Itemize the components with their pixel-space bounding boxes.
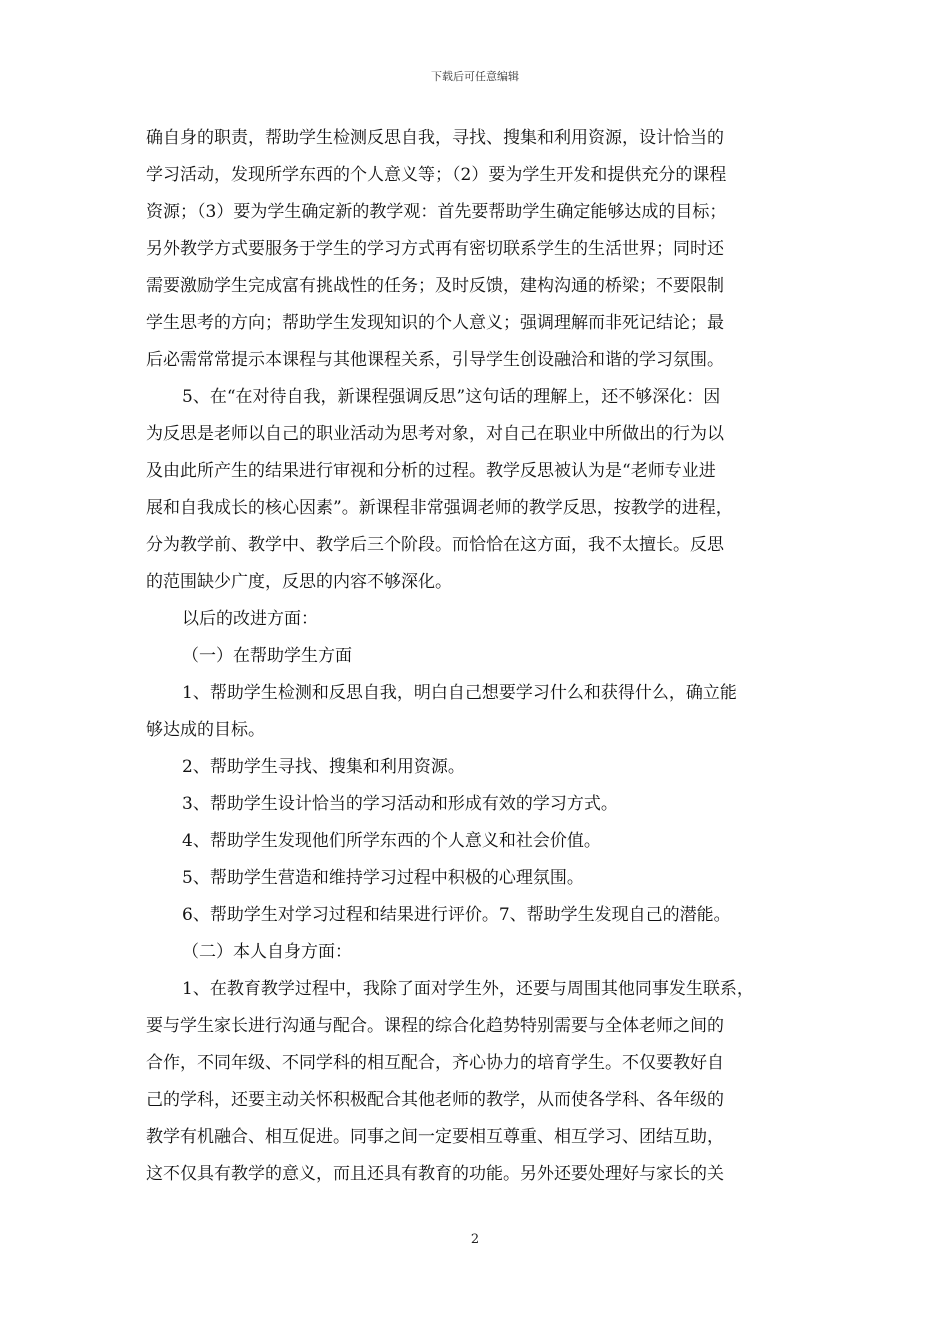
body-text: [146, 120, 806, 1193]
text-line: 这不仅具有教学的意义，而且还具有教育的功能。另外还要处理好与家长的关: [146, 1164, 724, 1184]
text-line: 展和自我成长的核心因素”。新课程非常强调老师的教学反思，按教学的进程，: [146, 498, 733, 518]
text-line: 的范围缺少广度，反思的内容不够深化。: [146, 572, 452, 592]
section-heading: 以后的改进方面：: [182, 609, 318, 629]
text-line: 己的学科，还要主动关怀积极配合其他老师的教学，从而使各学科、各年级的: [146, 1090, 724, 1110]
page-number: 2: [470, 1232, 480, 1247]
text-line: 后必需常常提示本课程与其他课程关系，引导学生创设融洽和谐的学习氛围。: [146, 350, 724, 370]
text-line: 另外教学方式要服务于学生的学习方式再有密切联系学生的生活世界；同时还: [146, 239, 724, 259]
text-line: 分为教学前、教学中、教学后三个阶段。而恰恰在这方面，我不太擅长。反思: [146, 535, 724, 555]
text-line: 确自身的职责，帮助学生检测反思自我，寻找、搜集和利用资源，设计恰当的: [146, 128, 724, 148]
list-item: 6、帮助学生对学习过程和结果进行评价。7、帮助学生发现自己的潜能。: [182, 905, 731, 925]
list-item: 5、帮助学生营造和维持学习过程中积极的心理氛围。: [182, 868, 584, 888]
subsection-heading: （一）在帮助学生方面: [182, 646, 352, 666]
list-item: 2、帮助学生寻找、搜集和利用资源。: [182, 757, 465, 777]
text-line: 要与学生家长进行沟通与配合。课程的综合化趋势特别需要与全体老师之间的: [146, 1016, 724, 1036]
text-line: 够达成的目标。: [146, 720, 265, 740]
list-item: 3、帮助学生设计恰当的学习活动和形成有效的学习方式。: [182, 794, 618, 814]
text-line: 资源；（3）要为学生确定新的教学观：首先要帮助学生确定能够达成的目标；: [146, 202, 727, 222]
list-item: 4、帮助学生发现他们所学东西的个人意义和社会价值。: [182, 831, 601, 851]
text-line: 5、在“在对待自我，新课程强调反思”这句话的理解上，还不够深化：因: [182, 387, 721, 407]
text-line: 需要激励学生完成富有挑战性的任务；及时反馈，建构沟通的桥梁；不要限制: [146, 276, 724, 296]
text-line: 学习活动，发现所学东西的个人意义等；（2）要为学生开发和提供充分的课程: [146, 165, 727, 185]
text-line: 及由此所产生的结果进行审视和分析的过程。教学反思被认为是“老师专业进: [146, 461, 716, 481]
list-item: 1、帮助学生检测和反思自我，明白自己想要学习什么和获得什么，确立能: [182, 683, 737, 703]
list-item: 1、在教育教学过程中，我除了面对学生外，还要与周围其他同事发生联系，: [182, 979, 754, 999]
text-line: 学生思考的方向；帮助学生发现知识的个人意义；强调理解而非死记结论；最: [146, 313, 724, 333]
text-line: 教学有机融合、相互促进。同事之间一定要相互尊重、相互学习、团结互助，: [146, 1127, 724, 1147]
subsection-heading: （二）本人自身方面：: [182, 942, 352, 962]
text-line: 为反思是老师以自己的职业活动为思考对象，对自己在职业中所做出的行为以: [146, 424, 724, 444]
page-header: 下载后可任意编辑: [431, 70, 519, 83]
text-line: 合作，不同年级、不同学科的相互配合，齐心协力的培育学生。不仅要教好自: [146, 1053, 724, 1073]
